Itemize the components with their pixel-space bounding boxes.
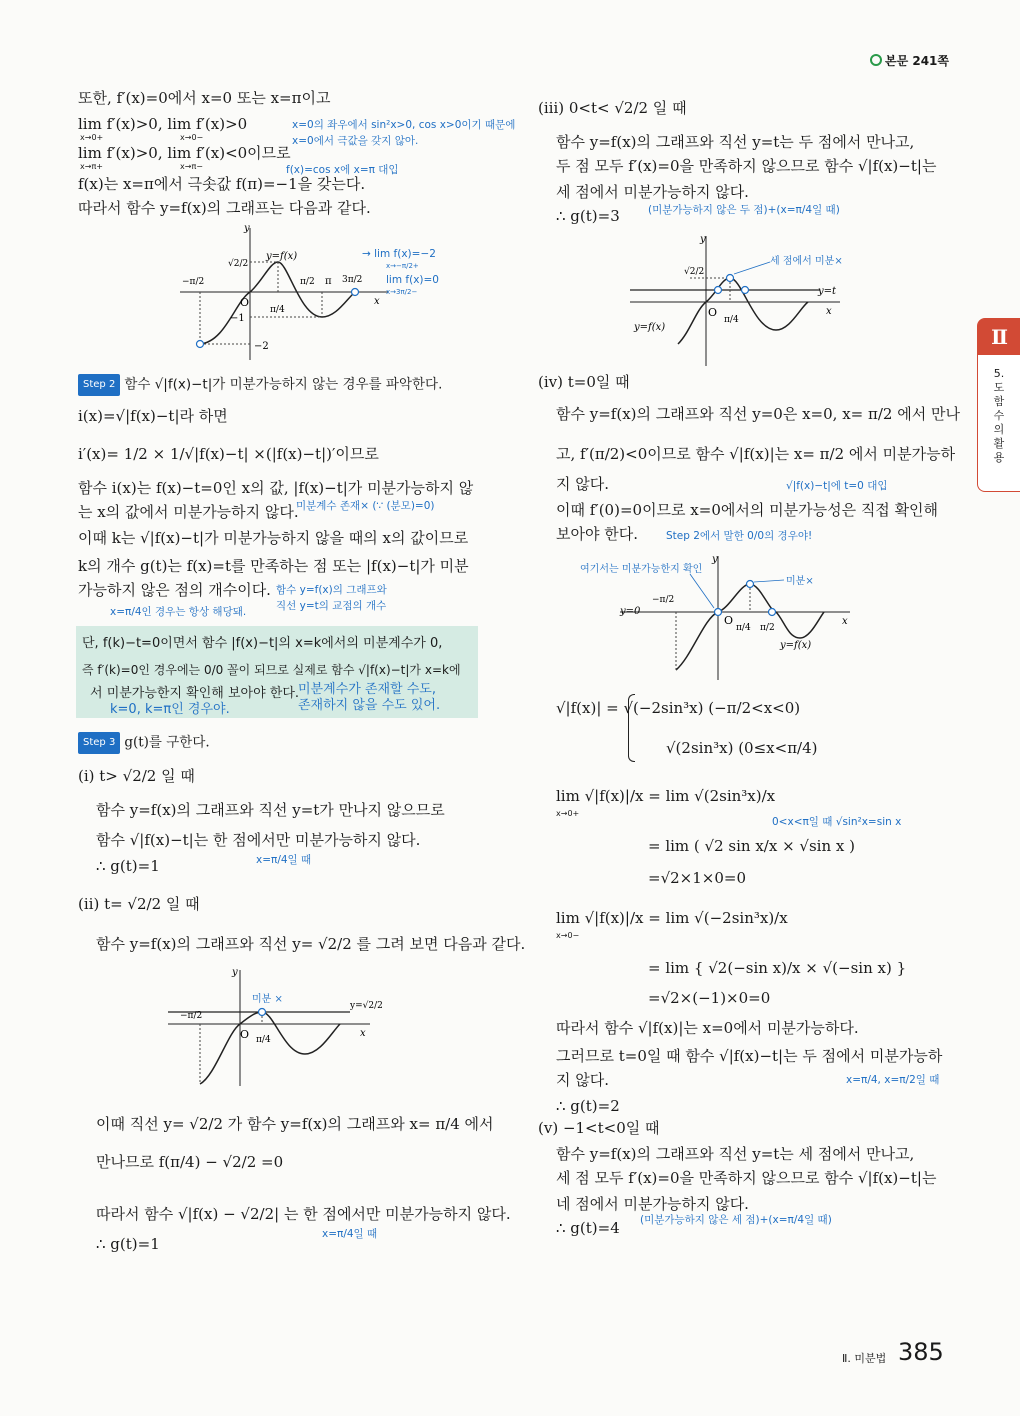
tick-label: −π/2 xyxy=(652,595,675,605)
tick-label: −π/2 xyxy=(182,277,205,287)
annotation: √|f(x)−t|에 t=0 대입 xyxy=(786,480,888,492)
tick-label: π/4 xyxy=(736,623,751,633)
annotation: x=π/4일 때 xyxy=(256,854,312,866)
annotation: Step 2에서 말한 0/0의 경우야! xyxy=(666,530,813,542)
text-line: 함수 y=f(x)의 그래프와 직선 y= √2/2 를 그려 보면 다음과 같다. xyxy=(96,935,526,953)
line-label: y=0 xyxy=(620,606,641,617)
text-line: 함수 y=f(x)의 그래프와 직선 y=t는 두 점에서 만나고, xyxy=(556,133,915,151)
annotation: x=0의 좌우에서 sin²x>0, cos x>0이기 때문에 xyxy=(292,119,516,131)
annotation: → lim f(x)=−2 xyxy=(362,248,436,260)
text-line: 이때 직선 y= √2/2 가 함수 y=f(x)의 그래프와 x= π/4 에서 xyxy=(96,1115,494,1133)
annotation: lim f(x)=0 xyxy=(386,274,439,286)
text-line: lim f′(x)>0, lim f′(x)<0이므로 xyxy=(78,144,291,162)
text-line: 따라서 함수 y=f(x)의 그래프는 다음과 같다. xyxy=(78,199,371,217)
step3-heading: Step 3 g(t)를 구한다. xyxy=(78,732,210,754)
annotation: x=0에서 극값을 갖지 않아. xyxy=(292,135,419,147)
annotation: 존재하지 않을 수도 있어. xyxy=(298,698,441,713)
origin-label: O xyxy=(724,614,734,627)
text-line: 따라서 함수 √|f(x) − √2/2| 는 한 점에서만 미분가능하지 않다. xyxy=(96,1205,511,1223)
result: ∴ g(t)=4 xyxy=(556,1219,620,1237)
text-line: f(x)는 x=π에서 극솟값 f(π)=−1을 갖는다. xyxy=(78,175,366,193)
annotation: 미분계수 존재× (∵ (분모)=0) xyxy=(296,500,435,512)
step2-heading: Step 2 함수 √|f(x)−t|가 미분가능하지 않는 경우를 파악한다. xyxy=(78,374,442,396)
text-line: 세 점에서 미분가능하지 않다. xyxy=(556,183,749,201)
annotation: k=0, k=π인 경우야. xyxy=(110,702,230,717)
text-line: i′(x)= 1/2 × 1/√|f(x)−t| ×(|f(x)−t|)′이므로 xyxy=(78,445,379,463)
text-line: lim f′(x)>0, lim f′(x)>0 xyxy=(78,115,248,133)
annotation: x=π/4일 때 xyxy=(322,1228,378,1240)
text-line: 따라서 함수 √|f(x)|는 x=0에서 미분가능하다. xyxy=(556,1019,859,1037)
footer-section: Ⅱ. 미분법 xyxy=(842,1352,887,1365)
annotation: 함수 y=f(x)의 그래프와 xyxy=(276,584,387,596)
annotation-sub: x→3π/2− xyxy=(386,288,418,296)
text-line: 함수 y=f(x)의 그래프와 직선 y=t는 세 점에서 만나고, xyxy=(556,1145,915,1163)
annotation: 미분계수가 존재할 수도, xyxy=(298,682,436,697)
tick-label: √2/2 xyxy=(684,267,705,277)
axis-x-label: x xyxy=(842,616,848,627)
case-heading: (ⅳ) t=0일 때 xyxy=(538,373,630,391)
axis-y-label: y xyxy=(232,967,238,978)
text-line: 가능하지 않은 점의 개수이다. xyxy=(78,581,271,599)
tick-label: π/4 xyxy=(724,315,739,325)
text-line: 네 점에서 미분가능하지 않다. xyxy=(556,1195,749,1213)
subscript: x→π+ xyxy=(80,162,103,171)
note-text: 즉 f′(k)=0인 경우에는 0/0 꼴이 되므로 실제로 함수 √|f(x)−t|가 x=k에 xyxy=(82,663,461,677)
text-line: i(x)=√|f(x)−t|라 하면 xyxy=(78,407,228,425)
annotation: 0<x<π일 때 √sin²x=sin x xyxy=(772,816,902,828)
line-label: y=√2/2 xyxy=(350,1001,383,1011)
limit-line: lim √|f(x)|/x = lim √(2sin³x)/x xyxy=(556,787,776,805)
text-line: 이때 k는 √|f(x)−t|가 미분가능하지 않을 때의 x의 값이므로 xyxy=(78,529,469,547)
text-line: 함수 i(x)는 f(x)−t=0인 x의 값, |f(x)−t|가 미분가능하지 않 xyxy=(78,479,474,497)
text-line: 보아야 한다. xyxy=(556,525,638,543)
origin-label: O xyxy=(708,306,718,319)
case-heading: (ⅴ) −1<t<0일 때 xyxy=(538,1119,660,1137)
case-heading: (ⅱ) t= √2/2 일 때 xyxy=(78,895,200,913)
circle-icon xyxy=(870,54,882,66)
piecewise-line: √|f(x)| = √(−2sin³x) (−π/2<x<0) xyxy=(556,699,801,717)
subscript: x→π− xyxy=(180,162,203,171)
graph-annotation: 미분× xyxy=(786,576,814,587)
header-ref: 본문 241쪽 xyxy=(870,52,949,69)
graph-t-between xyxy=(630,232,860,368)
axis-y-label: y xyxy=(712,554,718,565)
text-line: 두 점 모두 f′(x)=0을 만족하지 않으므로 함수 √|f(x)−t|는 xyxy=(556,157,937,175)
origin-label: O xyxy=(240,1028,250,1041)
origin-label: O xyxy=(240,296,250,309)
chapter-title: 5.도함수의활용 xyxy=(993,367,1005,464)
limit-line: =√2×1×0=0 xyxy=(648,869,747,887)
result: ∴ g(t)=1 xyxy=(96,1235,160,1253)
annotation: x=π/4인 경우는 항상 해당돼. xyxy=(110,606,247,618)
text-line: 그러므로 t=0일 때 함수 √|f(x)−t|는 두 점에서 미분가능하 xyxy=(556,1047,943,1065)
tick-label: π/2 xyxy=(300,277,315,287)
text-line: 고, f′(π/2)<0이므로 함수 √|f(x)|는 x= π/2 에서 미분가능하 xyxy=(556,445,956,463)
tick-label: 3π/2 xyxy=(342,275,363,285)
text-line: 만나므로 f(π/4) − √2/2 =0 xyxy=(96,1153,284,1171)
note-box xyxy=(76,626,478,718)
text-line: 함수 y=f(x)의 그래프와 직선 y=0은 x=0, x= π/2 에서 만나 xyxy=(556,405,960,423)
annotation: (미분가능하지 않은 세 점)+(x=π/4일 때) xyxy=(640,1214,832,1226)
limit-line: =√2×(−1)×0=0 xyxy=(648,989,771,1007)
text-line: 함수 y=f(x)의 그래프와 직선 y=t가 만나지 않으므로 xyxy=(96,801,445,819)
graph-t-root2-2 xyxy=(160,966,400,1090)
curve-label: y=f(x) xyxy=(634,322,666,333)
tick-label: π/4 xyxy=(256,1035,271,1045)
text-line: 이때 f′(0)=0이므로 x=0에서의 미분가능성은 직접 확인해 xyxy=(556,501,939,519)
curve-label: y=f(x) xyxy=(780,640,812,651)
case-heading: (ⅰ) t> √2/2 일 때 xyxy=(78,767,195,785)
text-line: 는 x의 값에서 미분가능하지 않다. xyxy=(78,503,299,521)
graph-annotation: 세 점에서 미분× xyxy=(770,256,843,267)
tick-label: √2/2 xyxy=(228,259,249,269)
tick-label: π/4 xyxy=(270,305,285,315)
limit-line: = lim { √2(−sin x)/x × √(−sin x) } xyxy=(648,959,907,977)
note-text: 단, f(k)−t=0이면서 함수 |f(x)−t|의 x=k에서의 미분계수가 0, xyxy=(82,636,443,651)
tick-label: π/2 xyxy=(760,623,775,633)
axis-y-label: y xyxy=(700,234,706,245)
annotation: 직선 y=t의 교점의 개수 xyxy=(276,600,387,612)
graph-f xyxy=(170,222,490,362)
graph-annotation: 미분 × xyxy=(252,994,283,1005)
annotation-sub: x→−π/2+ xyxy=(386,262,419,270)
curve-label: y=f(x) xyxy=(266,251,298,262)
subscript: x→0+ xyxy=(80,133,104,142)
axis-x-label: x xyxy=(360,1028,366,1039)
axis-x-label: x xyxy=(826,306,832,317)
step2-tag: Step 2 xyxy=(78,374,120,396)
graph-annotation: 여기서는 미분가능한지 확인 xyxy=(580,564,703,575)
page-number: 385 xyxy=(898,1338,944,1366)
text-line: 함수 √|f(x)−t|는 한 점에서만 미분가능하지 않다. xyxy=(96,831,421,849)
result: ∴ g(t)=3 xyxy=(556,207,620,225)
subscript: x→0− xyxy=(556,931,580,940)
chapter-side-tab[interactable] xyxy=(977,318,1020,492)
annotation: (미분가능하지 않은 두 점)+(x=π/4일 때) xyxy=(648,204,840,216)
text-line: 또한, f′(x)=0에서 x=0 또는 x=π이고 xyxy=(78,89,331,107)
result: ∴ g(t)=2 xyxy=(556,1097,620,1115)
annotation: f(x)=cos x에 x=π 대입 xyxy=(286,164,399,176)
text-line: 지 않다. xyxy=(556,1071,610,1089)
text-line: k의 개수 g(t)는 f(x)=t를 만족하는 점 또는 |f(x)−t|가 미분 xyxy=(78,557,469,575)
subscript: x→0+ xyxy=(556,809,580,818)
subscript: x→0− xyxy=(180,133,204,142)
tick-label: −1 xyxy=(230,313,245,324)
limit-line: lim √|f(x)|/x = lim √(−2sin³x)/x xyxy=(556,909,788,927)
brace xyxy=(628,694,635,762)
graph-t-zero xyxy=(580,552,860,682)
line-label: y=t xyxy=(818,286,837,297)
piecewise-line: √(2sin³x) (0≤x<π/4) xyxy=(666,739,818,757)
tick-label: −2 xyxy=(254,341,269,352)
tick-label: π xyxy=(325,276,332,287)
result: ∴ g(t)=1 xyxy=(96,857,160,875)
step3-tag: Step 3 xyxy=(78,732,120,754)
note-text: 서 미분가능한지 확인해 보아야 한다. xyxy=(90,686,300,701)
text-line: 지 않다. xyxy=(556,475,610,493)
axis-y-label: y xyxy=(244,223,250,234)
case-heading: (ⅲ) 0<t< √2/2 일 때 xyxy=(538,99,687,117)
axis-x-label: x xyxy=(374,296,380,307)
limit-line: = lim ( √2 sin x/x × √sin x ) xyxy=(648,837,855,855)
annotation: x=π/4, x=π/2일 때 xyxy=(846,1074,940,1086)
text-line: 세 점 모두 f′(x)=0을 만족하지 않으므로 함수 √|f(x)−t|는 xyxy=(556,1169,937,1187)
chapter-roman: Ⅱ xyxy=(978,319,1020,355)
tick-label: −π/2 xyxy=(180,1011,203,1021)
